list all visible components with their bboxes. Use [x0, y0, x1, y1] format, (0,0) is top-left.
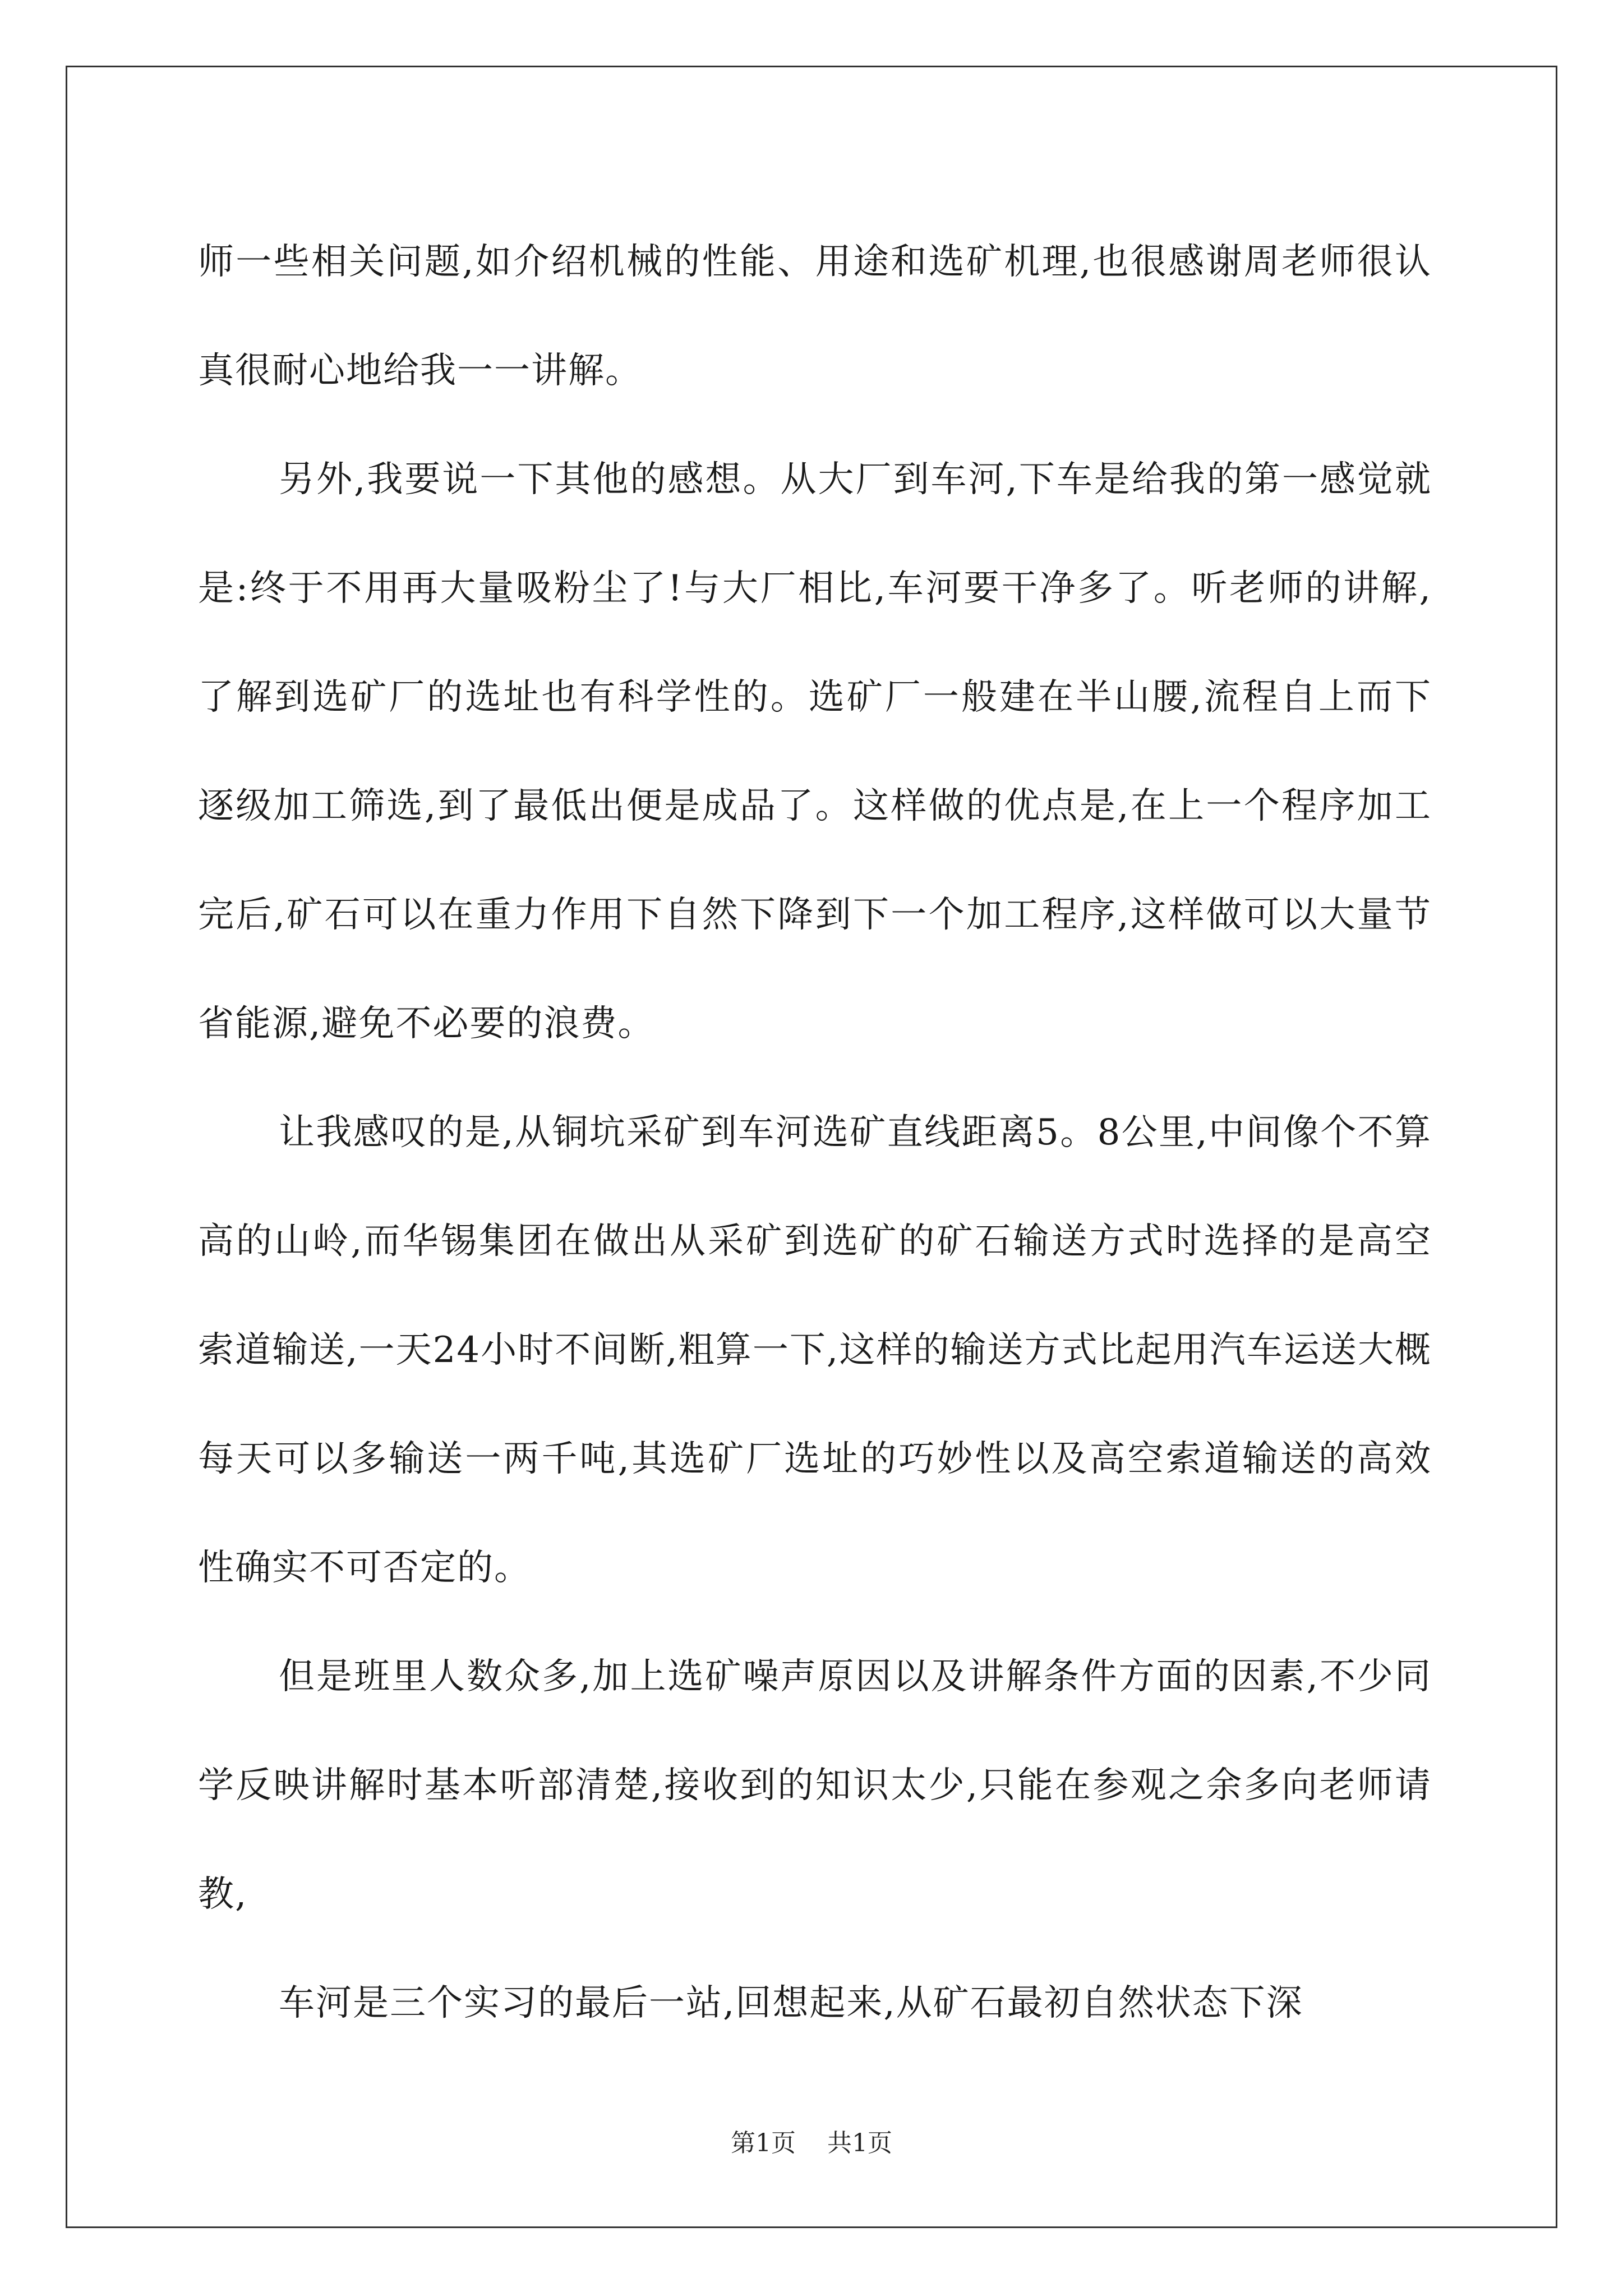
paragraph-1: 师一些相关问题,如介绍机械的性能、用途和选矿机理,也很感谢周老师很认真很耐心地给我一一讲解。: [198, 241, 1432, 392]
paragraph-2: 另外,我要说一下其他的感想。从大厂到车河,下车是给我的第一感觉就是:终于不用再大量吸粉尘了!与大厂相比,车河要干净多了。听老师的讲解,了解到选矿厂的选址也有科学性的。选矿厂一般建在半山腰,流程自上而下逐级加工筛选,到了最低出便是成品了。这样做的优点是,在上一个程序加工完后,矿石可以在重力作用下自然下降到下一个加工程序,这样做可以大量节省能源,避免不必要的浪费。: [198, 459, 1432, 1045]
paragraph-3: 让我感叹的是,从铜坑采矿到车河选矿直线距离5。8公里,中间像个不算高的山岭,而华锡集团在做出从采矿到选矿的矿石输送方式时选择的是高空索道输送,一天24小时不间断,粗算一下,这样的输送方式比起用汽车运送大概每天可以多输送一两千吨,其选矿厂选址的巧妙性以及高空索道输送的高效性确实不可否定的。: [198, 1112, 1432, 1589]
paragraph-5: 车河是三个实习的最后一站,回想起来,从矿石最初自然状态下深: [279, 1982, 1303, 2024]
page-number-footer: 第1页 共1页: [731, 2129, 892, 2157]
document-body: [198, 208, 1432, 2058]
paragraph-4: 但是班里人数众多,加上选矿噪声原因以及讲解条件方面的因素,不少同学反映讲解时基本听部清楚,接收到的知识太少,只能在参观之余多向老师请教,: [198, 1656, 1432, 1915]
